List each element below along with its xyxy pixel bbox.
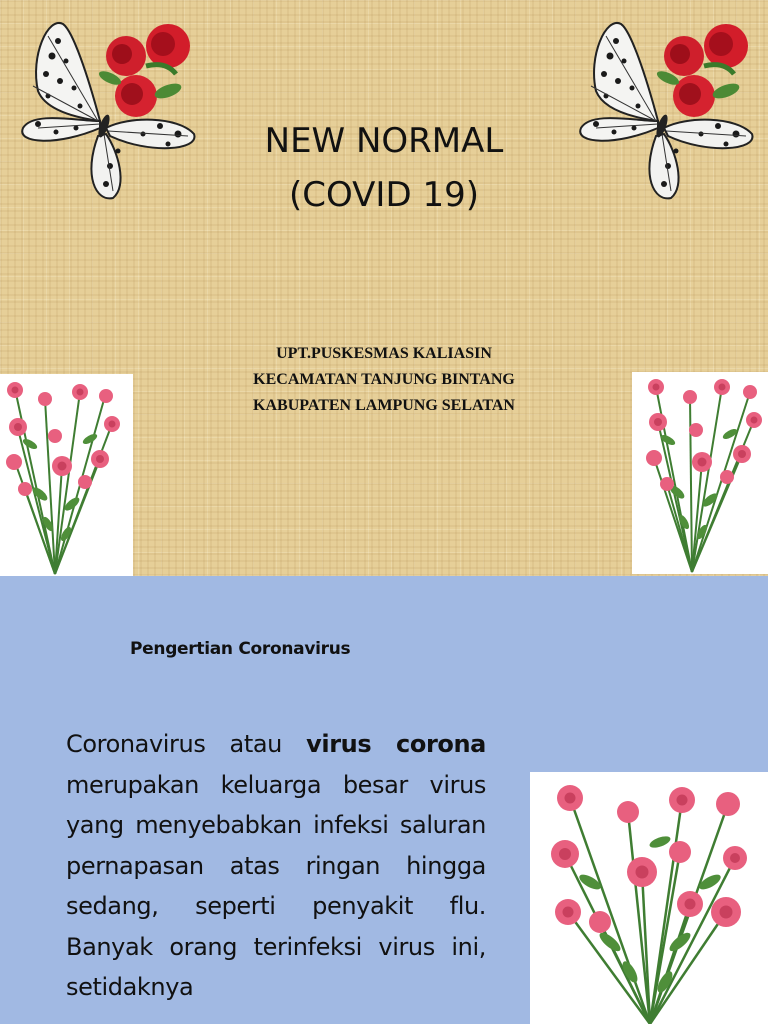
- paragraph-text-2: merupakan keluarga besar virus yang menyebabkan infeksi saluran pernapasan atas ringan hingga sedang, seperti penyakit flu. Banyak orang terinfeksi virus ini, setidaknya: [66, 770, 486, 1001]
- paragraph-text-1: Coronavirus atau: [66, 730, 307, 758]
- rose-bouquet-large: [530, 772, 768, 1024]
- content-slide: [0, 576, 768, 1024]
- rose-bouquet-icon: [530, 772, 768, 1024]
- slide-subtitle: [150, 341, 618, 419]
- title-line-2: (COVID 19): [289, 175, 479, 215]
- subtitle-line-2: KECAMATAN TANJUNG BINTANG: [253, 371, 515, 388]
- subtitle-line-3: KABUPATEN LAMPUNG SELATAN: [253, 397, 515, 414]
- rose-bouquet-right: [632, 372, 768, 574]
- paragraph-bold-term: virus corona: [306, 730, 486, 758]
- butterfly-roses-icon: [18, 16, 198, 202]
- title-line-1: NEW NORMAL: [264, 121, 504, 161]
- rose-bouquet-left: [0, 374, 133, 576]
- rose-bouquet-icon: [632, 372, 768, 574]
- slide-title: [180, 114, 588, 222]
- subtitle-line-1: UPT.PUSKESMAS KALIASIN: [276, 345, 492, 362]
- body-paragraph: [66, 724, 486, 1008]
- butterfly-roses-icon: [576, 16, 756, 202]
- section-heading: Pengertian Coronavirus: [130, 639, 351, 659]
- rose-bouquet-icon: [0, 374, 133, 576]
